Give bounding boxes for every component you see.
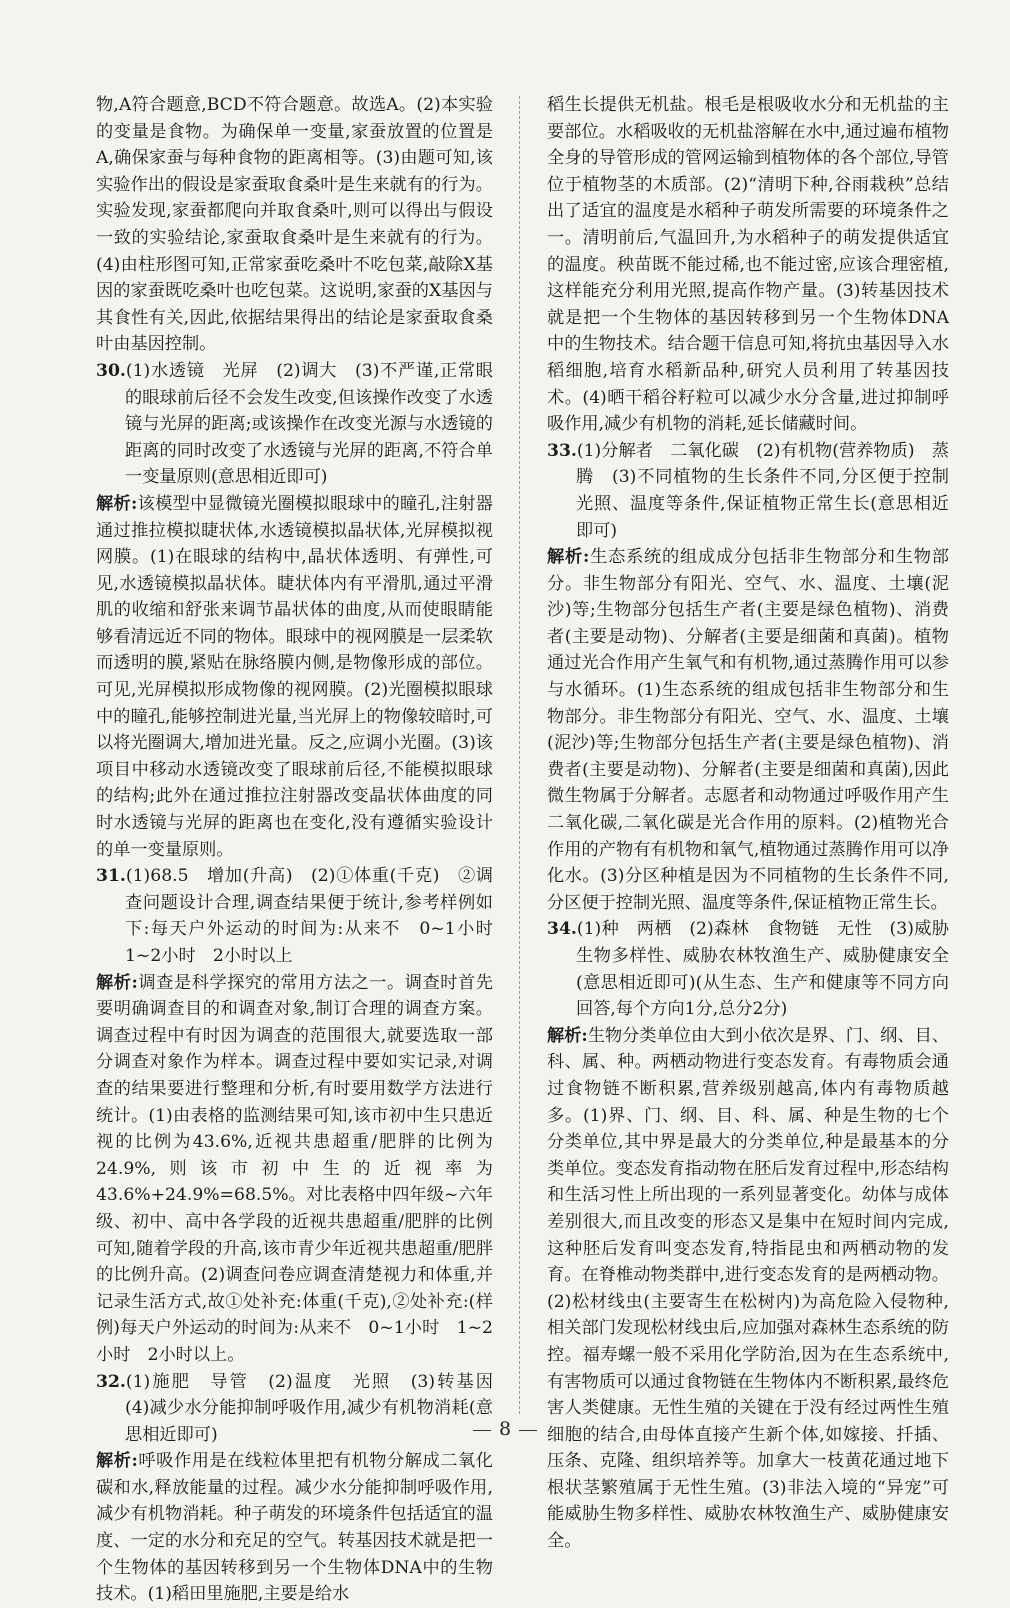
question-31-answer <box>96 863 511 969</box>
answer-text: (1)分解者 二氧化碳 (2)有机物(营养物质) 蒸腾 (3)不同植物的生长条件不同,分区便于控制光照、温度等条件,保证植物正常生长(意思相近即可) <box>576 440 949 541</box>
answer-text: (1)68.5 增加(升高) (2)①体重(千克) ②调查问题设计合理,调查结果便于统计,参考样例如下:每天户外运动的时间为:从来不 0~1小时 1~2小时 2小时以上 <box>125 866 511 966</box>
question-number: 30. <box>96 360 126 381</box>
right-column <box>547 92 949 1555</box>
answer-text: (1)施肥 导管 (2)温度 光照 (3)转基因 (4)减少水分能抑制呼吸作用,减少有机物消耗(意思相近即可) <box>125 1371 511 1445</box>
analysis-label: 解析: <box>96 493 138 514</box>
analysis-label: 解析: <box>547 1025 588 1046</box>
question-number: 34. <box>547 919 577 940</box>
page-number <box>0 1418 1010 1440</box>
question-34-answer <box>547 916 949 1022</box>
analysis-text: 呼吸作用是在线粒体里把有机物分解成二氧化碳和水,释放能量的过程。减少水分能抑制呼吸作用,减少有机物消耗。种子萌发的环境条件包括适宜的温度、一定的水分和充足的空气。转基因技术就是把一个生物体的基因转移到另一个生物体DNA中的生物技术。(1)稻田里施肥,主要是给水 <box>96 1451 493 1605</box>
left-column <box>96 92 511 1608</box>
column-divider <box>519 96 520 1414</box>
question-33-answer <box>547 438 949 544</box>
question-33-analysis <box>547 544 949 916</box>
answer-text: (1)水透镜 光屏 (2)调大 (3)不严谨,正常眼的眼球前后径不会发生改变,但该操作改变了水透镜与光屏的距离;或该操作在改变光源与水透镜的距离的同时改变了水透镜与光屏的距离,不符合单一变量原则(意思相近即可) <box>125 360 493 488</box>
question-number: 31. <box>96 866 126 887</box>
analysis-text: 生物分类单位由大到小依次是界、门、纲、目、科、属、种。两栖动物进行变态发育。有毒物质会通过食物链不断积累,营养级别越高,体内有毒物质越多。(1)界、门、纲、目、科、属、种是生物的七个分类单位,其中界是最大的分类单位,种是最基本的分类单位。变态发育指动物在胚后发育过程中,形态结构和生活习性上所出现的一系列显著变化。幼体与成体差别很大,而且改变的形态又是集中在短时间内完成,这种胚后发育叫变态发育,特指昆虫和两栖动物的发育。在脊椎动物类群中,进行变态发育的是两栖动物。(2)松材线虫(主要寄生在松树内)为高危险入侵物种,相关部门发现松材线虫后,应加强对森林生态系统的防控。福寿螺一般不采用化学防治,因为在生态系统中,有害物质可以通过食物链在生物体内不断积累,最终危害人类健康。无性生殖的关键在于没有经过两性生殖细胞的结合,由母体直接产生新个体,如嫁接、扦插、压条、克隆、组织培养等。加拿大一枝黄花通过地下根状茎繁殖属于无性生殖。(3)非法入境的“异宠”可能威胁生物多样性、威胁农林牧渔生产、威胁健康安全。 <box>547 1025 949 1552</box>
analysis-text: 生态系统的组成成分包括非生物部分和生物部分。非生物部分有阳光、空气、水、温度、土壤(泥沙)等;生物部分包括生产者(主要是绿色植物)、消费者(主要是动物)、分解者(主要是细菌和真菌)。植物通过光合作用产生氧气和有机物,通过蒸腾作用可以参与水循环。(1)生态系统的组成包括非生物部分和生物部分。非生物部分有阳光、空气、水、温度、土壤(泥沙)等;生物部分包括生产者(主要是绿色植物)、消费者(主要是动物)、分解者(主要是细菌和真菌),因此微生物属于分解者。志愿者和动物通过呼吸作用产生二氧化碳,二氧化碳是光合作用的原料。(2)植物光合作用的产物有有机物和氧气,植物通过蒸腾作用可以净化水。(3)分区种植是因为不同植物的生长条件不同,分区便于控制光照、温度等条件,保证植物正常生长。 <box>547 547 949 913</box>
question-31-analysis <box>96 970 493 1369</box>
question-30-analysis <box>96 491 493 863</box>
analysis-text: 调查是科学探究的常用方法之一。调查时首先要明确调查目的和调查对象,制订合理的调查方案。调查过程中有时因为调查的范围很大,就要选取一部分调查对象作为样本。调查过程中要如实记录,对调查的结果要进行整理和分析,有时要用数学方法进行统计。(1)由表格的监测结果可知,该市初中生只患近视的比例为43.6%,近视共患超重/肥胖的比例为24.9%,则该市初中生的近视率为43.6%+24.9%=68.5%。对比表格中四年级~六年级、初中、高中各学段的近视共患超重/肥胖的比例可知,随着学段的升高,该市青少年近视共患超重/肥胖的比例升高。(2)调查问卷应调查清楚视力和体重,并记录生活方式,故①处补充:体重(千克),②处补充:(样例)每天户外运动的时间为:从来不 0~1小时 1~2小时 2小时以上。 <box>96 972 493 1365</box>
analysis-label: 解析: <box>547 547 590 568</box>
question-number: 33. <box>547 440 577 461</box>
analysis-label: 解析: <box>96 972 138 993</box>
question-34-analysis <box>547 1023 949 1555</box>
analysis-text: 该模型中显微镜光圈模拟眼球中的瞳孔,注射器通过推拉模拟睫状体,水透镜模拟晶状体,光屏模拟视网膜。(1)在眼球的结构中,晶状体透明、有弹性,可见,水透镜模拟晶状体。睫状体内有平滑肌,通过平滑肌的收缩和舒张来调节晶状体的曲度,从而使眼睛能够看清远近不同的物体。眼球中的视网膜是一层柔软而透明的膜,紧贴在脉络膜内侧,是物像形成的部位。可见,光屏模拟形成物像的视网膜。(2)光圈模拟眼球中的瞳孔,能够控制进光量,当光屏上的物像较暗时,可以将光圈调大,增加进光量。反之,应调小光圈。(3)该项目中移动水透镜改变了眼球前后径,不能模拟眼球的结构;此外在通过推拉注射器改变晶状体曲度的同时水透镜与光屏的距离也在变化,没有遵循实验设计的单一变量原则。 <box>96 493 493 860</box>
analysis-label: 解析: <box>96 1451 138 1472</box>
question-number: 32. <box>96 1371 126 1392</box>
page-number-value: 8 <box>498 1418 512 1440</box>
continued-analysis: 物,A符合题意,BCD不符合题意。故选A。(2)本实验的变量是食物。为确保单一变量,家蚕放置的位置是A,确保家蚕与每种食物的距离相等。(3)由题可知,该实验作出的假设是家蚕取食桑叶是生来就有的行为。实验发现,家蚕都爬向并取食桑叶,则可以得出与假设一致的实验结论,家蚕取食桑叶是生来就有的行为。(4)由柱形图可知,正常家蚕吃桑叶不吃包菜,敲除X基因的家蚕既吃桑叶也吃包菜。这说明,家蚕的X基因与其食性有关,因此,依据结果得出的结论是家蚕取食桑叶由基因控制。 <box>96 95 493 355</box>
question-32-analysis <box>96 1448 493 1608</box>
question-30-answer <box>96 358 493 491</box>
answer-text: (1)种 两栖 (2)森林 食物链 无性 (3)威胁生物多样性、威胁农林牧渔生产、威胁健康安全(意思相近即可)(从生态、生产和健康等不同方向回答,每个方向1分,总分2分) <box>576 919 949 1020</box>
continued-analysis: 稻生长提供无机盐。根毛是根吸收水分和无机盐的主要部位。水稻吸收的无机盐溶解在水中,通过遍布植物全身的导管形成的管网运输到植物体的各个部位,导管位于植物茎的木质部。(2)“清明下种,谷雨栽秧”总结出了适宜的温度是水稻种子萌发所需要的环境条件之一。清明前后,气温回升,为水稻种子的萌发提供适宜的温度。秧苗既不能过稀,也不能过密,应该合理密植,这样能充分利用光照,提高作物产量。(3)转基因技术就是把一个生物体的基因转移到另一个生物体DNA中的生物技术。结合题干信息可知,将抗虫基因导入水稻细胞,培育水稻新品种,研究人员利用了转基因技术。(4)晒干稻谷籽粒可以减少水分含量,进过抑制呼吸作用,减少有机物的消耗,延长储藏时间。 <box>547 95 949 435</box>
